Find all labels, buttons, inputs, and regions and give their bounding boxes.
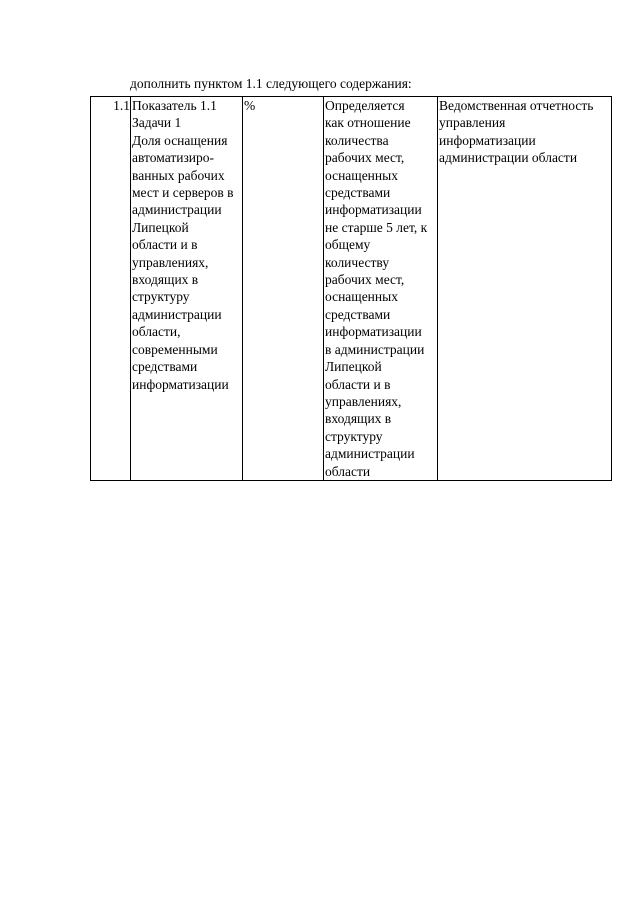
indicator-name-line: ванных рабочих [132,167,225,183]
method-line: Определяется [325,98,405,113]
method-line: администрации [325,446,415,462]
indicator-name-line: администрации [132,202,222,218]
indicator-name-line: администрации [132,306,222,322]
method-line: средствами [325,185,391,201]
indicator-name-line: управлениях, [132,254,209,270]
indicator-name-line: Доля оснащения [132,132,228,148]
indicator-name-line: средствами [132,359,198,375]
indicator-name-line: области, [132,324,181,340]
indicator-name-line: автоматизиро- [132,150,215,166]
indicator-name-line: Липецкой [132,219,189,235]
indicator-name-cell [131,97,243,481]
method-cell [324,97,438,481]
method-line: входящих в [325,411,392,427]
indicator-name-line: входящих в [132,272,199,288]
method-line: структуру [325,428,383,444]
method-line: в администрации [325,341,425,357]
row-number: 1.1 [91,97,131,481]
source-line: Ведомственная отчетность [439,98,594,113]
indicator-name-line: структуру [132,289,190,305]
indicator-name-line: Показатель 1.1 [132,98,217,113]
method-line: рабочих мест, [325,272,405,288]
indicator-name-line: информатизации [132,376,229,392]
method-line: рабочих мест, [325,150,405,166]
source-line: администрации области [439,150,578,166]
method-line: информатизации [325,324,422,340]
source-cell [438,97,612,481]
method-line: области и в [325,376,391,392]
method-line: информатизации [325,202,422,218]
method-line: не старше 5 лет, к [325,219,428,235]
intro-text: дополнить пунктом 1.1 следующего содержания: [130,76,412,91]
method-line: области [325,463,371,479]
indicator-name-line: Задачи 1 [132,115,182,131]
method-line: количества [325,132,389,148]
source-line: информатизации [439,132,536,148]
method-line: общему [325,237,371,253]
unit-cell: % [243,97,324,481]
source-line: управления [439,115,506,131]
method-line: количеству [325,254,390,270]
method-line: Липецкой [325,359,382,375]
method-line: оснащенных [325,167,398,183]
method-line: средствами [325,306,391,322]
method-line: как отношение [325,115,411,131]
method-line: оснащенных [325,289,398,305]
indicator-table [90,96,612,481]
indicator-name-line: современными [132,341,218,357]
indicator-name-line: мест и серверов в [132,185,234,201]
table-row [91,97,612,481]
method-line: управлениях, [325,393,402,409]
indicator-name-line: области и в [132,237,198,253]
